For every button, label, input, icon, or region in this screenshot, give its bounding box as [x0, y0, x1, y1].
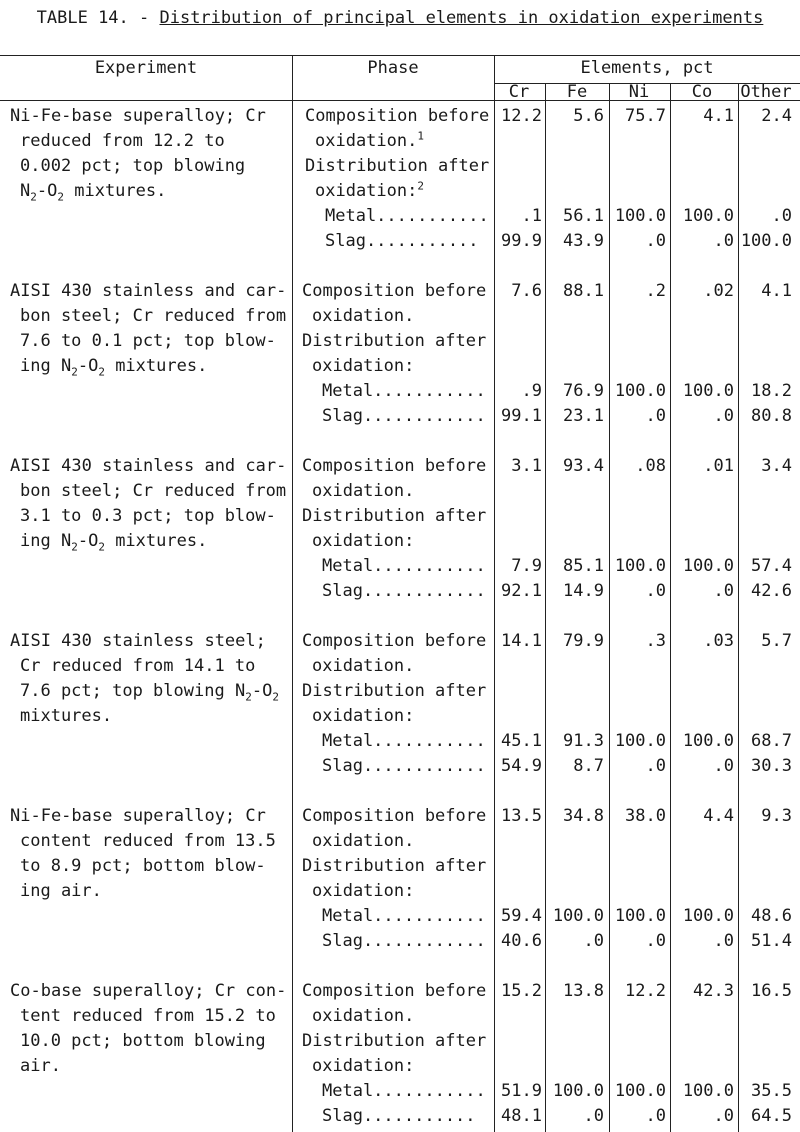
- experiment-description-line: Ni-Fe-base superalloy; Cr: [10, 806, 266, 826]
- experiment-description-line: Cr reduced from 14.1 to: [20, 656, 256, 676]
- metal-value-cell: 7.9: [511, 556, 542, 576]
- slag-value-cell: .0: [713, 406, 734, 426]
- phase-description-line: oxidation.: [312, 656, 415, 676]
- experiment-description-line: AISI 430 stainless steel;: [10, 631, 266, 651]
- column-header-phase: Phase: [367, 58, 419, 78]
- composition-value-cell: 79.9: [563, 631, 604, 651]
- phase-column-divider: [292, 55, 293, 1132]
- phase-description-line: Distribution after: [302, 856, 487, 876]
- metal-value-cell: 100.0: [682, 381, 734, 401]
- footnote-marker: 2: [417, 179, 424, 193]
- slag-value-cell: 43.9: [563, 231, 604, 251]
- experiment-description-line: AISI 430 stainless and car-: [10, 281, 287, 301]
- element-header-co: Co: [691, 82, 713, 102]
- composition-value-cell: 14.1: [501, 631, 542, 651]
- phase-label-slag: Slag............: [322, 406, 486, 426]
- composition-value-cell: 38.0: [625, 806, 666, 826]
- composition-value-cell: 93.4: [563, 456, 604, 476]
- slag-value-cell: 99.1: [501, 406, 542, 426]
- composition-value-cell: 4.4: [703, 806, 734, 826]
- slag-value-cell: .0: [645, 581, 666, 601]
- metal-value-cell: 91.3: [563, 731, 604, 751]
- phase-description-line: Distribution after: [305, 156, 490, 176]
- slag-value-cell: 80.8: [751, 406, 792, 426]
- phase-description-line: oxidation.: [312, 481, 415, 501]
- metal-value-cell: 100.0: [614, 731, 666, 751]
- metal-value-cell: 100.0: [614, 556, 666, 576]
- experiment-description-line: AISI 430 stainless and car-: [10, 456, 287, 476]
- experiment-description-line: Ni-Fe-base superalloy; Cr: [10, 106, 266, 126]
- composition-value-cell: 7.6: [511, 281, 542, 301]
- metal-value-cell: 56.1: [563, 206, 604, 226]
- slag-value-cell: .0: [583, 931, 604, 951]
- slag-value-cell: 99.9: [501, 231, 542, 251]
- phase-description-line: oxidation:$^2$: [315, 179, 424, 201]
- element-header-other: Other: [740, 82, 792, 102]
- phase-description-line: oxidation:: [312, 531, 415, 551]
- experiment-description-line: 7.6 pct; top blowing $N_2-O_2$: [20, 681, 279, 704]
- composition-value-cell: 5.7: [761, 631, 792, 651]
- experiment-description-line: ing air.: [20, 881, 102, 901]
- composition-value-cell: 2.4: [761, 106, 792, 126]
- metal-value-cell: 35.5: [751, 1081, 792, 1101]
- slag-value-cell: .0: [713, 756, 734, 776]
- slag-value-cell: .0: [645, 406, 666, 426]
- metal-value-cell: 100.0: [682, 731, 734, 751]
- composition-value-cell: 3.4: [761, 456, 792, 476]
- composition-value-cell: 4.1: [703, 106, 734, 126]
- phase-label-slag: Slag...........: [322, 1106, 476, 1126]
- experiment-description-line: bon steel; Cr reduced from: [20, 306, 287, 326]
- metal-value-cell: 57.4: [751, 556, 792, 576]
- slag-value-cell: 51.4: [751, 931, 792, 951]
- metal-value-cell: 100.0: [682, 556, 734, 576]
- phase-label-metal: Metal...........: [322, 906, 486, 926]
- phase-description-line: oxidation:: [312, 356, 415, 376]
- composition-value-cell: 34.8: [563, 806, 604, 826]
- slag-value-cell: 100.0: [740, 231, 792, 251]
- composition-value-cell: 13.5: [501, 806, 542, 826]
- slag-value-cell: 48.1: [501, 1106, 542, 1126]
- column-header-experiment: Experiment: [94, 58, 198, 78]
- slag-value-cell: 54.9: [501, 756, 542, 776]
- phase-label-slag: Slag...........: [325, 231, 479, 251]
- composition-value-cell: .08: [635, 456, 666, 476]
- phase-description-line: Composition before: [302, 281, 487, 301]
- experiment-description-line: tent reduced from 15.2 to: [20, 1006, 276, 1026]
- slag-value-cell: .0: [713, 231, 734, 251]
- phase-description-line: Distribution after: [302, 1031, 487, 1051]
- slag-value-cell: .0: [645, 1106, 666, 1126]
- slag-value-cell: 8.7: [573, 756, 604, 776]
- phase-description-line: oxidation.: [312, 306, 415, 326]
- element-header-fe: Fe: [566, 82, 588, 102]
- element-header-cr: Cr: [508, 82, 530, 102]
- composition-value-cell: 5.6: [573, 106, 604, 126]
- phase-description-line: oxidation.: [312, 831, 415, 851]
- table-caption: Distribution of principal elements in oxidation experiments: [159, 8, 764, 28]
- experiment-description-line: content reduced from 13.5: [20, 831, 276, 851]
- slag-value-cell: .0: [583, 1106, 604, 1126]
- phase-description-line: Distribution after: [302, 681, 487, 701]
- metal-value-cell: 100.0: [614, 381, 666, 401]
- composition-value-cell: 16.5: [751, 981, 792, 1001]
- metal-value-cell: 45.1: [501, 731, 542, 751]
- phase-description-line: Composition before: [302, 456, 487, 476]
- composition-value-cell: 4.1: [761, 281, 792, 301]
- phase-description-line: oxidation:: [312, 1056, 415, 1076]
- metal-value-cell: 68.7: [751, 731, 792, 751]
- element-header-ni: Ni: [628, 82, 650, 102]
- experiment-description-line: Co-base superalloy; Cr con-: [10, 981, 287, 1001]
- phase-label-slag: Slag............: [322, 931, 486, 951]
- composition-value-cell: 9.3: [761, 806, 792, 826]
- footnote-marker: 1: [417, 129, 424, 143]
- composition-value-cell: 15.2: [501, 981, 542, 1001]
- column-header-elements: Elements, pct: [580, 58, 714, 78]
- experiment-description-line: mixtures.: [20, 706, 113, 726]
- metal-value-cell: 18.2: [751, 381, 792, 401]
- experiment-description-line: 10.0 pct; bottom blowing: [20, 1031, 266, 1051]
- phase-label-metal: Metal...........: [322, 1081, 486, 1101]
- experiment-description-line: 0.002 pct; top blowing: [20, 156, 246, 176]
- phase-label-slag: Slag............: [322, 581, 486, 601]
- experiment-description-line: $N_2-O_2$ mixtures.: [20, 181, 167, 204]
- slag-value-cell: .0: [713, 931, 734, 951]
- slag-value-cell: 42.6: [751, 581, 792, 601]
- phase-label-metal: Metal...........: [322, 556, 486, 576]
- slag-value-cell: 23.1: [563, 406, 604, 426]
- metal-value-cell: 100.0: [614, 206, 666, 226]
- composition-value-cell: .01: [703, 456, 734, 476]
- experiment-description-line: 3.1 to 0.3 pct; top blow-: [20, 506, 276, 526]
- composition-value-cell: .02: [703, 281, 734, 301]
- slag-value-cell: 40.6: [501, 931, 542, 951]
- metal-value-cell: 100.0: [614, 1081, 666, 1101]
- metal-value-cell: 76.9: [563, 381, 604, 401]
- metal-value-cell: .1: [521, 206, 542, 226]
- experiment-description-line: reduced from 12.2 to: [20, 131, 225, 151]
- composition-value-cell: 13.8: [563, 981, 604, 1001]
- metal-value-cell: 100.0: [614, 906, 666, 926]
- metal-value-cell: 85.1: [563, 556, 604, 576]
- slag-value-cell: .0: [713, 1106, 734, 1126]
- composition-value-cell: .2: [645, 281, 666, 301]
- phase-description-line: Composition before: [302, 631, 487, 651]
- composition-value-cell: 12.2: [501, 106, 542, 126]
- phase-description-line: Composition before: [302, 981, 487, 1001]
- experiment-description-line: 7.6 to 0.1 pct; top blow-: [20, 331, 276, 351]
- composition-value-cell: 42.3: [693, 981, 734, 1001]
- phase-description-line: oxidation.: [312, 1006, 415, 1026]
- phase-label-metal: Metal...........: [322, 731, 486, 751]
- composition-value-cell: 88.1: [563, 281, 604, 301]
- phase-label-slag: Slag............: [322, 756, 486, 776]
- metal-value-cell: 100.0: [682, 1081, 734, 1101]
- slag-value-cell: .0: [713, 581, 734, 601]
- composition-value-cell: 3.1: [511, 456, 542, 476]
- top-rule: [0, 55, 800, 56]
- phase-description-line: Distribution after: [302, 331, 487, 351]
- slag-value-cell: .0: [645, 231, 666, 251]
- slag-value-cell: 14.9: [563, 581, 604, 601]
- composition-value-cell: .3: [645, 631, 666, 651]
- slag-value-cell: .0: [645, 931, 666, 951]
- metal-value-cell: 100.0: [682, 206, 734, 226]
- experiment-description-line: ing $N_2-O_2$ mixtures.: [20, 531, 208, 554]
- table-title: [0, 8, 800, 28]
- table-number: TABLE 14. -: [36, 8, 160, 28]
- metal-value-cell: 100.0: [552, 906, 604, 926]
- composition-value-cell: .03: [703, 631, 734, 651]
- metal-value-cell: .0: [771, 206, 792, 226]
- experiment-description-line: air.: [20, 1056, 61, 1076]
- slag-value-cell: .0: [645, 756, 666, 776]
- composition-value-cell: 75.7: [625, 106, 666, 126]
- slag-value-cell: 92.1: [501, 581, 542, 601]
- phase-description-line: oxidation:: [312, 706, 415, 726]
- phase-description-line: Composition before: [305, 106, 490, 126]
- phase-label-metal: Metal...........: [322, 381, 486, 401]
- metal-value-cell: 48.6: [751, 906, 792, 926]
- composition-value-cell: 12.2: [625, 981, 666, 1001]
- phase-description-line: oxidation:: [312, 881, 415, 901]
- slag-value-cell: 64.5: [751, 1106, 792, 1126]
- experiment-description-line: bon steel; Cr reduced from: [20, 481, 287, 501]
- phase-description-line: Composition before: [302, 806, 487, 826]
- metal-value-cell: .9: [521, 381, 542, 401]
- metal-value-cell: 100.0: [552, 1081, 604, 1101]
- experiment-description-line: to 8.9 pct; bottom blow-: [20, 856, 266, 876]
- metal-value-cell: 51.9: [501, 1081, 542, 1101]
- phase-description-line: oxidation.$^1$: [315, 129, 424, 151]
- experiment-description-line: ing $N_2-O_2$ mixtures.: [20, 356, 208, 379]
- metal-value-cell: 100.0: [682, 906, 734, 926]
- slag-value-cell: 30.3: [751, 756, 792, 776]
- phase-label-metal: Metal...........: [325, 206, 489, 226]
- metal-value-cell: 59.4: [501, 906, 542, 926]
- phase-description-line: Distribution after: [302, 506, 487, 526]
